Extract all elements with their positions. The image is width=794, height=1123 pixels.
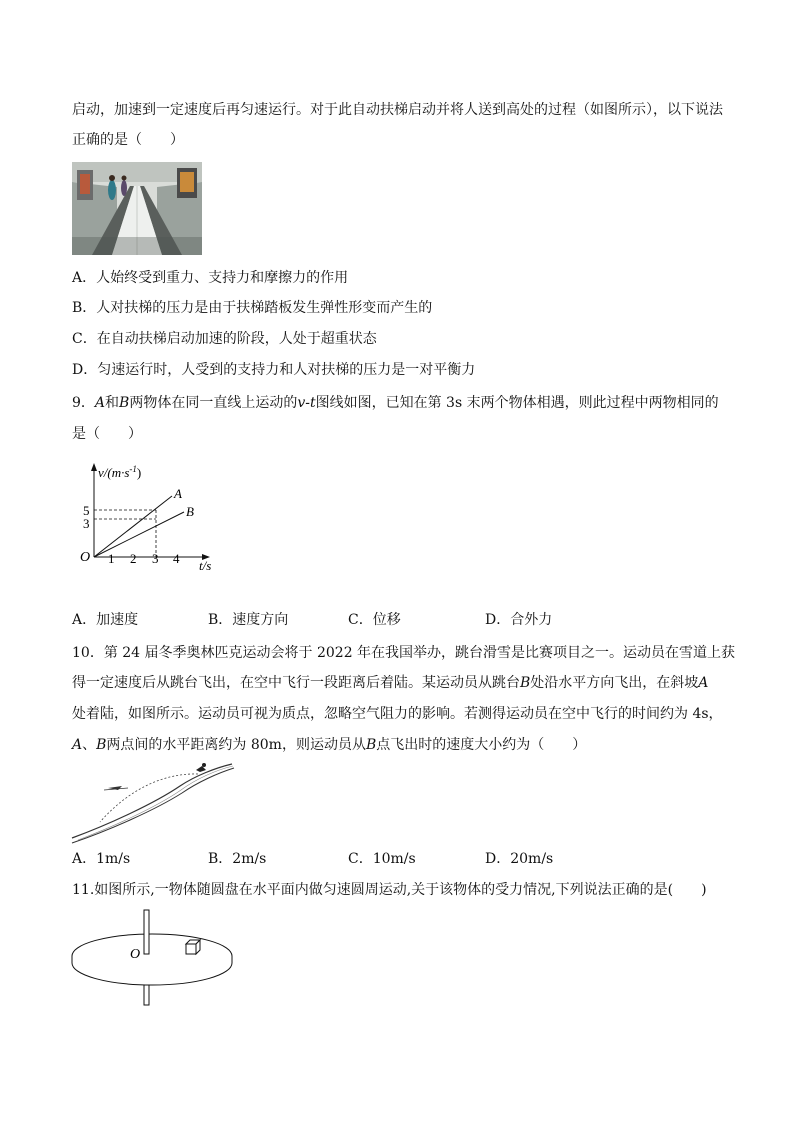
q9-and: 和 — [105, 395, 120, 411]
q8-option-b: B．人对扶梯的压力是由于扶梯踏板发生弹性形变而产生的 — [72, 300, 433, 316]
q8-stem-line2: 正确的是（ ） — [72, 132, 184, 148]
q10-option-d: D．20m/s — [485, 851, 554, 867]
q9-text1: 两物体在同一直线上运动的 — [129, 395, 298, 411]
q10-line2b: 处沿水平方向飞出，在斜坡 — [530, 675, 699, 691]
x-tick-1: 1 — [108, 551, 115, 566]
q8-option-a: A．人始终受到重力、支持力和摩擦力的作用 — [72, 270, 349, 286]
origin-label: O — [80, 550, 91, 565]
q10-line4a: 两点间的水平距离约为 80m，则运动员从 — [106, 737, 366, 753]
q10-stem-line3: 处着陆，如图所示。运动员可视为质点，忽略空气阻力的影响。若测得运动员在空中飞行的时间约为 4s， — [72, 706, 723, 722]
q9-object-b: B — [119, 395, 130, 411]
q9-option-a: A．加速度 — [72, 612, 139, 628]
disc-rim — [72, 956, 232, 985]
x-tick-2: 2 — [130, 551, 137, 566]
q10-stem-line4 — [72, 735, 586, 755]
line-a — [94, 496, 172, 557]
q10-point-a2: A — [72, 737, 83, 753]
q9-vt: v-t — [297, 395, 316, 411]
q11-stem-line1: 11.如图所示,一物体随圆盘在水平面内做匀速圆周运动,关于该物体的受力情况,下列说法正确的是( ) — [72, 882, 707, 898]
shaft-bottom — [144, 985, 149, 1005]
line-a-label: A — [174, 486, 182, 501]
y-tick-3: 3 — [83, 516, 90, 531]
center-label: O — [130, 947, 141, 962]
x-tick-4: 4 — [173, 551, 180, 566]
ski-jump-figure — [70, 758, 240, 844]
q9-option-b: B．速度方向 — [208, 612, 289, 628]
q10-option-b: B．2m/s — [208, 851, 267, 867]
q9-text2: 图线如图，已知在第 3s 末两个物体相遇，则此过程中两物相同的 — [315, 395, 719, 411]
y-axis-label: $v/(m\cdot s^{-1})$ — [98, 464, 142, 480]
y-axis-arrow — [91, 463, 97, 471]
q10-point-b3: B — [365, 737, 377, 753]
q8-stem-line1: 启动，加速到一定速度后再匀速运行。对于此自动扶梯启动并将人送到高处的过程（如图所示），以下说法 — [72, 102, 723, 118]
vt-graph — [78, 455, 228, 570]
q8-option-d: D．匀速运行时，人受到的支持力和人对扶梯的压力是一对平衡力 — [72, 362, 476, 378]
q10-stem-line2 — [72, 673, 708, 693]
q10-sep: 、 — [82, 737, 97, 753]
q10-option-c: C．10m/s — [348, 851, 416, 867]
x-axis-label: t/s — [199, 558, 212, 570]
q10-option-a: A．1m/s — [72, 851, 131, 867]
q9-stem-line2: 是（ ） — [72, 426, 142, 442]
q9-object-a: A — [94, 395, 106, 411]
block-object — [186, 940, 200, 954]
q9-number: 9． — [72, 395, 95, 411]
q10-line2a: 得一定速度后从跳台飞出，在空中飞行一段距离后着陆。某运动员从跳台 — [72, 675, 520, 691]
rotating-disc-figure — [70, 908, 245, 1008]
q10-point-a: A — [698, 675, 709, 691]
q9-option-c: C．位移 — [348, 612, 401, 628]
q9-option-d: D．合外力 — [485, 612, 553, 628]
slope-lower-edge — [72, 768, 234, 843]
x-tick-3: 3 — [152, 551, 159, 566]
q10-stem-line1: 10．第 24 届冬季奥林匹克运动会将于 2022 年在我国举办，跳台滑雪是比赛项目之一。运动员在雪道上获 — [72, 645, 736, 661]
q9-stem-line1 — [72, 393, 719, 413]
escalator-photo — [72, 162, 202, 255]
q8-option-c: C．在自动扶梯启动加速的阶段，人处于超重状态 — [72, 331, 377, 347]
y-tick-5: 5 — [83, 503, 90, 518]
q10-point-b: B — [520, 675, 531, 691]
q10-point-b2: B — [96, 737, 107, 753]
slope-upper-edge — [72, 764, 232, 838]
line-b-label: B — [186, 504, 194, 519]
q10-line4b: 点飞出时的速度大小约为（ ） — [376, 737, 587, 753]
flight-path — [100, 774, 198, 822]
